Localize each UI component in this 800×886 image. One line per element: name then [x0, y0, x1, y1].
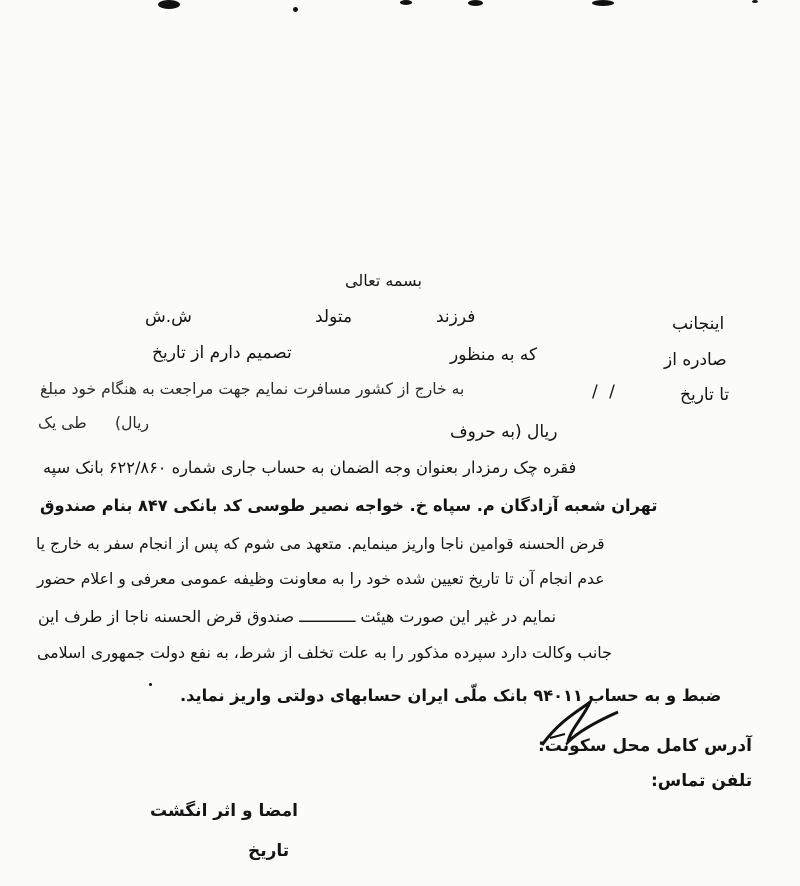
travel-abroad-text: به خارج از کشور مسافرت نمایم جهت مراجعت به هنگام خود مبلغ	[40, 380, 465, 398]
address-label: آدرس کامل محل سکونت:	[538, 736, 752, 756]
applicant-label: اینجانب	[672, 314, 725, 334]
scan-speck	[149, 683, 152, 686]
scan-speck	[293, 7, 298, 12]
document-header: بسمه تعالی	[345, 271, 422, 290]
signature-label: امضا و اثر انگشت	[150, 801, 298, 821]
body-line: جانب وکالت دارد سپرده مذکور را به علت تخلف از شرط، به نفع دولت جمهوری اسلامی	[37, 643, 612, 662]
amount-in-words-label: ریال (به حروف	[450, 422, 558, 442]
id-number-label: ش.ش	[145, 307, 192, 327]
scan-speck	[592, 0, 614, 6]
rial-close-label: ریال)	[115, 414, 150, 432]
date-slashes: / /	[592, 382, 618, 402]
purpose-label: که به منظور	[450, 345, 538, 365]
one-cheque-label: طی یک	[38, 414, 87, 432]
scan-speck	[752, 0, 758, 3]
body-line: ضبط و به حساب ۹۴۰۱۱ بانک ملّی ایران حسابهای دولتی واریز نماید.	[180, 686, 722, 705]
scan-speck	[468, 0, 483, 6]
signature-scribble	[530, 690, 630, 760]
body-line: تهران شعبه آزادگان م. سپاه خ. خواجه نصیر طوسی کد بانکی ۸۴۷ بنام صندوق	[40, 496, 658, 515]
child-of-label: فرزند	[436, 307, 476, 327]
body-line: عدم انجام آن تا تاریخ تعیین شده خود را به معاونت وظیفه عمومی معرفی و اعلام حضور	[37, 570, 605, 588]
body-line: فقره چک رمزدار بعنوان وجه الضمان به حساب جاری شماره ۶۲۲/۸۶۰ بانک سپه	[43, 458, 577, 477]
intend-from-date-label: تصمیم دارم از تاریخ	[152, 343, 292, 363]
scan-speck	[158, 0, 180, 9]
phone-label: تلفن تماس:	[651, 771, 753, 791]
issued-from-label: صادره از	[664, 350, 727, 370]
date-label: تاریخ	[248, 841, 290, 861]
born-label: متولد	[315, 307, 353, 327]
body-line: قرض الحسنه قوامین ناجا واریز مینمایم. متعهد می شوم که پس از انجام سفر به خارج یا	[36, 535, 605, 553]
scan-speck	[400, 0, 412, 5]
body-line: نمایم در غیر این صورت هیئت ــــــــــــ صندوق قرض الحسنه ناجا از طرف این	[38, 607, 557, 626]
until-date-label: تا تاریخ	[680, 385, 730, 405]
